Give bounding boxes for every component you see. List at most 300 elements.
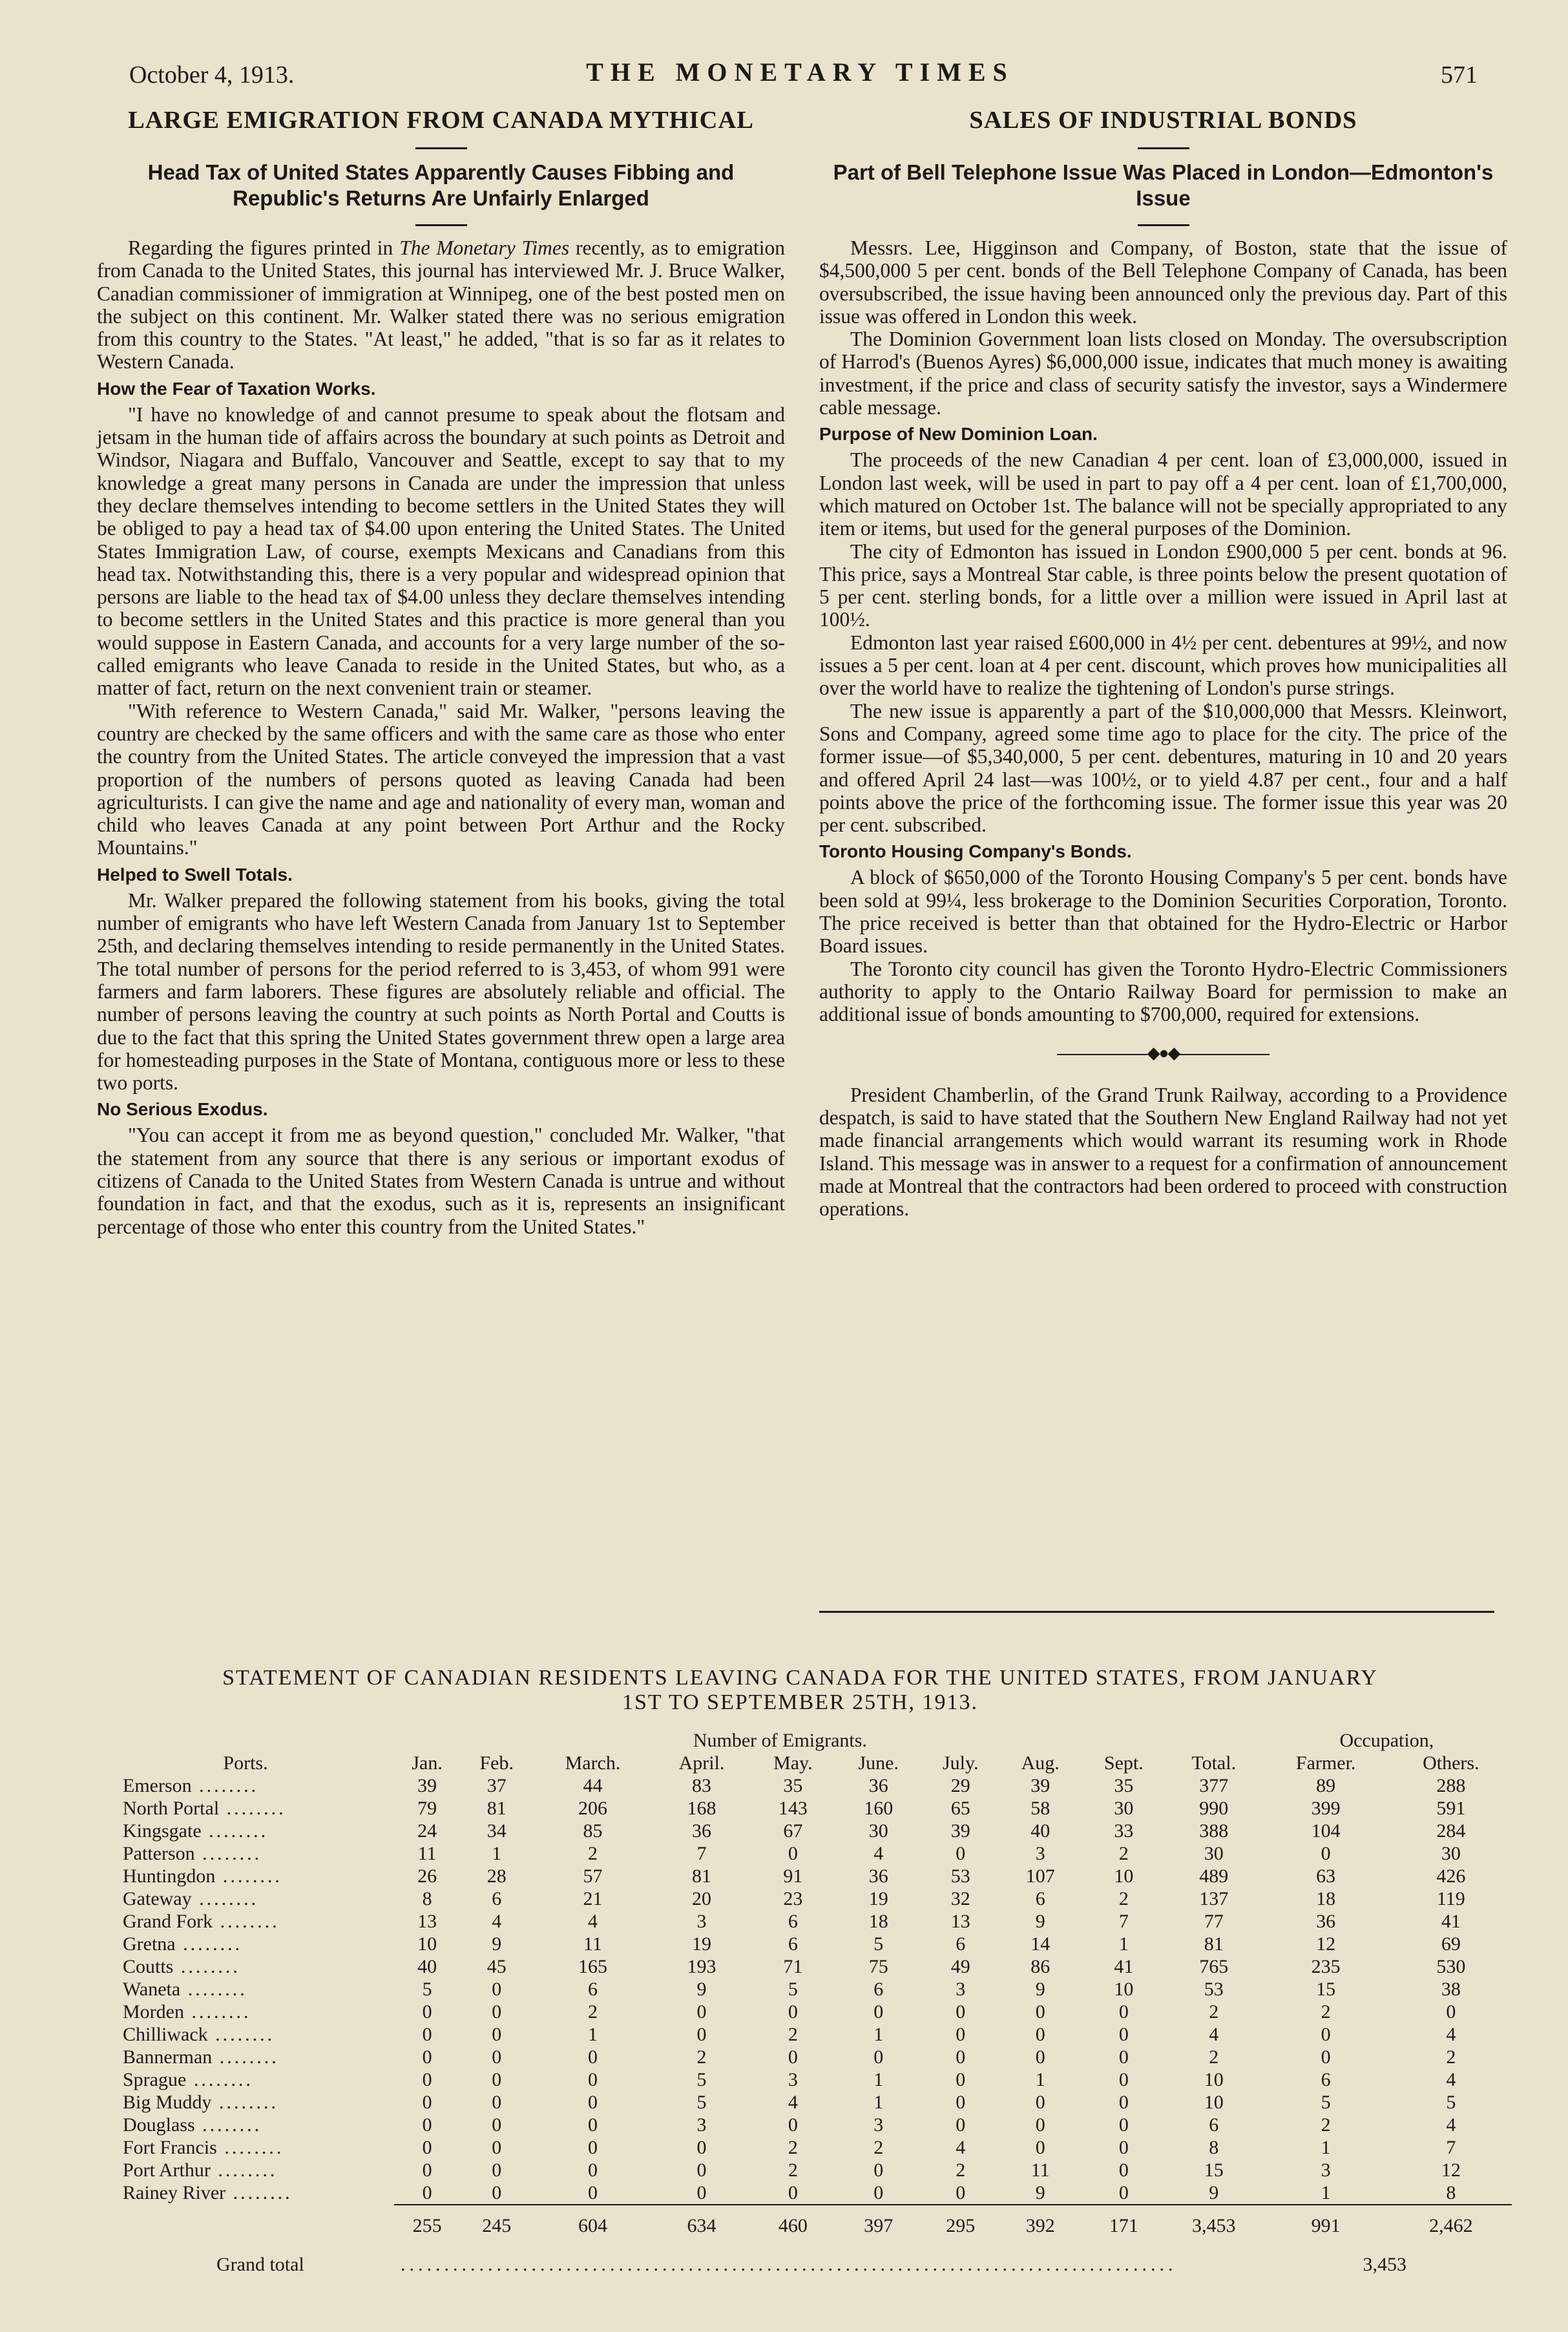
publication-name: THE MONETARY TIMES [586,58,1014,87]
paragraph: The proceeds of the new Canadian 4 per cent. loan of £3,000,000, issued in London last week, will be used in part to pay off a 4 per cent. loan of £1,700,000, which matured on October 1st. The balance will not be specially appropriated to any item or items, but used for the general purposes of the Dominion. [819,448,1507,540]
table-row [97,2068,1512,2091]
table-cell: 71 [783,1955,803,1977]
table-cell: 119 [1436,1887,1465,1909]
table-cell: 0 [422,2068,432,2090]
article-deck: Head Tax of United States Apparently Causes Fibbing and Republic's Returns Are Unfairly Enlarged [147,160,735,210]
table-cell: 0 [788,2114,798,2136]
table-cell: 0 [587,2159,598,2181]
table-row [97,1955,1512,1978]
table-cell: 40 [417,1955,437,1977]
table-cell: 49 [950,1955,970,1977]
table-cell: 0 [587,2046,598,2068]
table-cell: 40 [1030,1820,1051,1842]
table-cell: 36 [868,1774,888,1796]
table-cell: 0 [696,2136,707,2158]
table-cell: 81 [486,1797,507,1819]
table-cell: 0 [1118,2023,1129,2045]
table-cell: 2 [587,2001,598,2022]
table-row [97,1865,1512,1887]
table-title: STATEMENT OF CANADIAN RESIDENTS LEAVING CANADA FOR THE UNITED STATES, FROM JANUARY 1ST TO SEPTEMBER 25TH, 1913. [222,1666,1378,1714]
table-cell: 81 [692,1865,711,1887]
table-cell: 1 [1321,2181,1331,2203]
table-cell: 44 [583,1774,603,1796]
paragraph: The Dominion Government loan lists closed on Monday. The oversubscription of Harrod's (Buenos Ayres) $6,000,000 issue, indicates that much money is awaiting investment, if the price and class of security satisfy the investor, says a Windermere cable message. [819,328,1507,419]
port-name: Chilliwack ........ [123,2023,275,2045]
table-cell: 0 [492,2114,502,2136]
table-cell: 0 [422,2114,432,2136]
port-name: Huntingdon ........ [123,1865,282,1887]
total-cell: 991 [1262,2205,1390,2237]
table-row [97,2046,1512,2068]
table-cell: 12 [1316,1933,1336,1955]
table-cell: 13 [950,1910,970,1932]
table-cell: 0 [1035,2091,1045,2113]
table-cell: 1 [587,2023,598,2045]
emigrants-table [97,1729,1512,2237]
table-cell: 0 [696,2159,707,2181]
table-cell: 5 [696,2091,707,2113]
total-cell: 634 [653,2205,751,2237]
deck-rule [1138,224,1189,226]
table-cell: 28 [486,1865,507,1887]
article-title: LARGE EMIGRATION FROM CANADA MYTHICAL [128,107,754,134]
title-rule [415,147,467,149]
subheading: How the Fear of Taxation Works. [97,378,376,399]
table-cell: 20 [692,1887,711,1909]
table-cell: 0 [1118,2159,1129,2181]
table-cell: 39 [1030,1774,1051,1796]
port-name: Emerson ........ [123,1774,259,1796]
column-header: Others. [1423,1752,1479,1774]
table-cell: 0 [587,2091,598,2113]
table-cell: 0 [956,2091,966,2113]
occupation-header: Occupation, [1339,1729,1434,1751]
total-cell: 392 [999,2205,1082,2237]
table-cell: 63 [1316,1865,1336,1887]
paragraph: "With reference to Western Canada," said Mr. Walker, "persons leaving the country are checked by the same officers and with the same care as those who enter the country from the United States. The article conveyed the impression that a vast proportion of the numbers of persons quoted as leaving Canada had been agriculturists. I can give the name and age and nationality of every man, woman and child who leaves Canada at any point between Port Arthur and the Rocky Mountains." [97,699,785,859]
table-cell: 0 [1118,2091,1129,2113]
paragraph: Regarding the figures printed in The Monetary Times recently, as to emigration from Canada to the United States, this journal has interviewed Mr. J. Bruce Walker, Canadian commissioner of immigration at Winnipeg, one of the best posted men on the subject on this continent. Mr. Walker stated there was no serious emigration from this country to the States. "At least," he added, "that is so far as it relates to Western Canada. [97,236,786,373]
table-cell: 34 [486,1820,507,1842]
table-cell: 30 [1204,1842,1224,1864]
table-cell: 79 [417,1797,437,1819]
table-cell: 0 [788,1842,798,1864]
table-cell: 5 [1446,2091,1456,2113]
article-title: SALES OF INDUSTRIAL BONDS [969,107,1357,134]
table-row [97,2114,1512,2136]
table-group-header [97,1729,1512,1752]
total-cell: 3,453 [1166,2205,1262,2237]
subheading: No Serious Exodus. [97,1099,268,1120]
table-cell: 0 [492,2023,502,2045]
table-cell: 0 [1118,2114,1129,2136]
table-cell: 3 [1321,2159,1331,2181]
table-cell: 5 [422,1978,432,2000]
table-cell: 26 [417,1865,437,1887]
title-rule [1138,147,1189,149]
port-name: Bannerman ........ [123,2046,279,2068]
table-cell: 0 [788,2001,798,2022]
table-cell: 15 [1204,2159,1224,2181]
table-cell: 0 [492,1978,502,2000]
table-cell: 0 [873,2159,884,2181]
section-rule [819,1611,1494,1613]
page-number: 571 [1441,61,1478,89]
table-cell: 1 [873,2068,884,2090]
table-cell: 18 [1316,1887,1336,1909]
article-columns [97,96,1507,1666]
table-cell: 2 [1209,2046,1219,2068]
table-cell: 19 [692,1933,711,1955]
table-cell: 0 [587,2114,598,2136]
table-cell: 2 [696,2046,707,2068]
table-cell: 7 [1446,2136,1456,2158]
table-cell: 0 [873,2001,884,2022]
column-header: May. [773,1752,813,1774]
table-row [97,1774,1512,1797]
table-cell: 0 [422,2136,432,2158]
table-cell: 39 [950,1820,970,1842]
table-cell: 21 [583,1887,603,1909]
table-cell: 1 [1321,2136,1331,2158]
table-cell: 5 [1321,2091,1331,2113]
table-cell: 2 [587,1842,598,1864]
table-row [97,2136,1512,2159]
table-cell: 0 [1118,2001,1129,2022]
table-cell: 2 [1321,2114,1331,2136]
table-cell: 0 [788,2046,798,2068]
column-header: March. [565,1752,621,1774]
table-cell: 0 [1118,2136,1129,2158]
total-cell: 171 [1082,2205,1166,2237]
table-cell: 83 [692,1774,711,1796]
total-cell: 245 [460,2205,533,2237]
table-cell: 0 [492,2181,502,2203]
port-name: Grand Fork ........ [123,1910,280,1932]
port-name: Gretna ........ [123,1933,243,1955]
paragraph: The new issue is apparently a part of the $10,000,000 that Messrs. Kleinwort, Sons and Company, agreed some time ago to place for the city. The price of the former issue—of $5,340,000, 5 per cent. debentures, maturing in 10 and 20 years and offered April 24 last—was 100½, or to yield 4.87 per cent., four and a half points above the price of the forthcoming issue. The former issue this year was 20 per cent. subscribed. [819,699,1507,837]
table-cell: 0 [956,1842,966,1864]
table-cell: 284 [1436,1820,1466,1842]
table-cell: 0 [1118,2181,1129,2203]
port-name: Kingsgate ........ [123,1820,269,1842]
table-cell: 2 [788,2159,798,2181]
table-cell: 5 [696,2068,707,2090]
subheading: Toronto Housing Company's Bonds. [819,841,1132,862]
table-row [97,2001,1512,2023]
table-cell: 7 [1118,1910,1129,1932]
table-cell: 2 [1118,1887,1129,1909]
grand-total [97,2254,1503,2280]
table-cell: 2 [873,2136,884,2158]
table-cell: 30 [868,1820,888,1842]
table-cell: 388 [1199,1820,1229,1842]
table-cell: 1 [1035,2068,1045,2090]
table-cell: 399 [1311,1797,1341,1819]
statistics-table-section [97,1666,1503,2280]
table-cell: 3 [1035,1842,1045,1864]
table-cell: 6 [1209,2114,1219,2136]
port-name: Rainey River ........ [123,2182,293,2203]
table-cell: 206 [578,1797,607,1819]
table-cell: 0 [956,2046,966,2068]
table-cell: 9 [696,1978,707,2000]
table-cell: 38 [1441,1978,1461,2000]
port-name: Big Muddy ........ [123,2091,279,2113]
table-cell: 10 [1204,2068,1224,2090]
totals-row [97,2205,1512,2237]
table-cell: 58 [1030,1797,1051,1819]
table-cell: 0 [1321,1842,1331,1864]
table-cell: 10 [1114,1865,1134,1887]
total-cell: 397 [835,2205,921,2237]
port-name: Sprague ........ [123,2068,253,2090]
subheading: Helped to Swell Totals. [97,864,293,885]
table-cell: 0 [696,2023,707,2045]
paragraph: President Chamberlin, of the Grand Trunk Railway, according to a Providence despatch, is said to have stated that the Southern New England Railway had not yet made financial arrangements which would warrant its resuming work in Rhode Island. This message was in answer to a request for a confirmation of announcement made at Montreal that the contractors had been ordered to proceed with construction operations. [819,1083,1507,1221]
table-cell: 2 [788,2023,798,2045]
table-row [97,2159,1512,2181]
table-cell: 0 [956,2068,966,2090]
table-cell: 53 [950,1865,970,1887]
table-cell: 0 [1035,2001,1045,2022]
table-row [97,1933,1512,1955]
table-cell: 45 [486,1955,507,1977]
column-header: Ports. [223,1752,268,1774]
table-cell: 89 [1316,1774,1336,1796]
table-row [97,2181,1512,2205]
table-cell: 0 [1321,2046,1331,2068]
table-cell: 4 [873,1842,884,1864]
table-cell: 4 [956,2136,966,2158]
table-cell: 10 [1204,2091,1224,2113]
table-cell: 39 [417,1774,437,1796]
table-cell: 0 [956,2001,966,2022]
table-cell: 160 [864,1797,894,1819]
table-cell: 29 [950,1774,970,1796]
table-cell: 0 [696,2001,707,2022]
port-name: Fort Francis ........ [123,2136,284,2158]
left-article [97,96,785,1238]
table-cell: 77 [1204,1910,1224,1932]
table-cell: 24 [417,1820,437,1842]
table-cell: 35 [783,1774,803,1796]
column-header: Total. [1191,1752,1237,1774]
group-header: Number of Emigrants. [693,1729,867,1751]
table-cell: 7 [696,1842,707,1864]
table-cell: 137 [1199,1887,1229,1909]
table-row [97,1797,1512,1820]
table-cell: 0 [1035,2023,1045,2045]
table-cell: 6 [587,1978,598,2000]
table-cell: 57 [583,1865,603,1887]
table-cell: 4 [1209,2023,1219,2045]
grand-total-label: Grand total [216,2254,304,2275]
table-cell: 1 [873,2091,884,2113]
total-cell: 604 [533,2205,653,2237]
table-column-header [97,1752,1512,1774]
table-cell: 0 [587,2136,598,2158]
table-cell: 0 [587,2181,598,2203]
table-cell: 168 [687,1797,716,1819]
subheading: Purpose of New Dominion Loan. [819,424,1098,445]
table-cell: 5 [873,1933,884,1955]
table-cell: 0 [873,2181,884,2203]
total-cell: 295 [922,2205,999,2237]
table-cell: 6 [956,1933,966,1955]
table-cell: 9 [1035,1978,1045,2000]
table-cell: 3 [956,1978,966,2000]
column-header: Sept. [1103,1752,1144,1774]
column-header: July. [942,1752,979,1774]
paragraph: The city of Edmonton has issued in London £900,000 5 per cent. bonds at 96. This price, says a Montreal Star cable, is three points below the present quotation of 5 per cent. sterling bonds, for a little over a million were issued in April last at 100½. [819,540,1507,631]
table-cell: 0 [1118,2068,1129,2090]
table-cell: 0 [492,2136,502,2158]
table-cell: 14 [1030,1933,1051,1955]
table-cell: 10 [1114,1978,1134,2000]
table-cell: 107 [1025,1865,1055,1887]
publication-reference: The Monetary Times [399,236,570,259]
table-cell: 11 [583,1933,602,1955]
table-cell: 990 [1199,1797,1229,1819]
table-cell: 104 [1311,1820,1341,1842]
table-cell: 0 [492,2068,502,2090]
table-cell: 3 [873,2114,884,2136]
table-cell: 8 [1446,2181,1456,2203]
table-cell: 4 [1446,2068,1456,2090]
table-cell: 6 [492,1887,502,1909]
table-cell: 41 [1114,1955,1134,1977]
table-cell: 0 [422,2046,432,2068]
running-header [97,57,1503,96]
table-cell: 0 [956,2114,966,2136]
table-cell: 0 [1035,2046,1045,2068]
paragraph: The Toronto city council has given the Toronto Hydro-Electric Commissioners authority to apply to the Ontario Railway Board for permission to make an additional issue of bonds amounting to $700,000, required for extensions. [819,957,1507,1026]
total-cell: 2,462 [1390,2205,1512,2237]
table-cell: 0 [1446,2001,1456,2022]
table-cell: 10 [417,1933,437,1955]
table-cell: 0 [1118,2046,1129,2068]
table-cell: 9 [1209,2181,1219,2203]
total-cell: 255 [394,2205,460,2237]
table-cell: 0 [422,2091,432,2113]
paragraph: Edmonton last year raised £600,000 in 4½ per cent. debentures at 99½, and now issues a 5 per cent. loan at 4 per cent. discount, which proves how municipalities all over the world have to realize the tightening of London's purse strings. [819,631,1507,700]
table-cell: 1 [492,1842,502,1864]
table-cell: 0 [587,2068,598,2090]
table-cell: 1 [873,2023,884,2045]
table-cell: 0 [492,2001,502,2022]
table-cell: 0 [788,2181,798,2203]
table-cell: 235 [1311,1955,1341,1977]
table-cell: 193 [687,1955,716,1977]
table-cell: 81 [1204,1933,1224,1955]
paragraph: A block of $650,000 of the Toronto Housing Company's 5 per cent. bonds have been sold at 99¼, less brokerage to the Dominion Securities Corporation, Toronto. The price received is better than that obtained for the Hydro-Electric or Harbor Board issues. [819,866,1507,958]
table-cell: 9 [1035,1910,1045,1932]
table-cell: 4 [492,1910,502,1932]
paragraph: Messrs. Lee, Higginson and Company, of Boston, state that the issue of $4,500,000 5 per cent. bonds of the Bell Telephone Company of Canada, has been oversubscribed, the issue having been announced only the previous day. Part of this issue was offered in London this week. [819,236,1507,328]
table-body [97,1774,1512,2237]
table-cell: 5 [788,1978,798,2000]
table-cell: 36 [692,1820,711,1842]
table-cell: 0 [422,2159,432,2181]
table-cell: 8 [1209,2136,1219,2158]
table-cell: 11 [1030,2159,1050,2181]
table-cell: 6 [1035,1887,1045,1909]
table-cell: 3 [696,2114,707,2136]
table-row [97,1887,1512,1910]
column-header: Feb. [479,1752,514,1774]
table-cell: 0 [492,2159,502,2181]
table-cell: 9 [1035,2181,1045,2203]
table-cell: 11 [417,1842,437,1864]
column-header: Farmer. [1295,1752,1356,1774]
port-name: Patterson ........ [123,1842,262,1864]
table-row [97,1842,1512,1865]
deck-rule [415,224,467,226]
table-cell: 6 [788,1933,798,1955]
table-cell: 6 [1321,2068,1331,2090]
table-cell: 85 [583,1820,603,1842]
column-header: April. [678,1752,725,1774]
table-cell: 12 [1441,2159,1461,2181]
table-cell: 36 [1316,1910,1336,1932]
table-cell: 69 [1441,1933,1461,1955]
table-cell: 4 [1446,2114,1456,2136]
port-name: Port Arthur ........ [123,2159,278,2181]
table-cell: 2 [956,2159,966,2181]
port-name: Gateway ........ [123,1887,259,1909]
table-cell: 591 [1436,1797,1466,1819]
table-cell: 4 [1446,2023,1456,2045]
table-cell: 6 [873,1978,884,2000]
table-cell: 3 [788,2068,798,2090]
table-cell: 91 [783,1865,803,1887]
table-cell: 0 [422,2023,432,2045]
table-row [97,2023,1512,2046]
table-cell: 86 [1030,1955,1051,1977]
table-cell: 4 [788,2091,798,2113]
issue-date: October 4, 1913. [129,61,295,89]
table-cell: 0 [1035,2136,1045,2158]
table-cell: 0 [1321,2023,1331,2045]
port-name: Douglass ........ [123,2114,262,2136]
table-row [97,1820,1512,1842]
table-cell: 37 [486,1774,507,1796]
table-cell: 2 [1321,2001,1331,2022]
table-cell: 0 [956,2181,966,2203]
table-cell: 41 [1441,1910,1461,1932]
table-cell: 0 [956,2023,966,2045]
port-name: Coutts ........ [123,1955,240,1977]
table-cell: 8 [422,1887,432,1909]
table-cell: 0 [492,2091,502,2113]
table-cell: 0 [873,2046,884,2068]
table-cell: 23 [783,1887,803,1909]
table-cell: 30 [1114,1797,1134,1819]
column-header: Aug. [1021,1752,1060,1774]
table-cell: 53 [1204,1978,1224,2000]
table-cell: 165 [578,1955,607,1977]
table-cell: 36 [868,1865,888,1887]
table-cell: 33 [1114,1820,1134,1842]
table-cell: 288 [1436,1774,1466,1796]
table-cell: 489 [1199,1865,1229,1887]
paragraph: Mr. Walker prepared the following statement from his books, giving the total number of emigrants who have left Western Canada from January 1st to September 25th, and declaring themselves intending to reside permanently in the United States. The total number of persons for the period referred to is 3,453, of whom 991 were farmers and farm laborers. These figures are absolutely reliable and official. The number of persons leaving the country at such points as North Portal and Coutts is due to the fact that this spring the United States government threw open a large area for homesteading purposes in the State of Montana, contiguous more or less to these two ports. [97,888,785,1095]
table-cell: 67 [783,1820,803,1842]
table-cell: 32 [950,1887,970,1909]
table-cell: 426 [1436,1865,1466,1887]
table-cell: 2 [788,2136,798,2158]
